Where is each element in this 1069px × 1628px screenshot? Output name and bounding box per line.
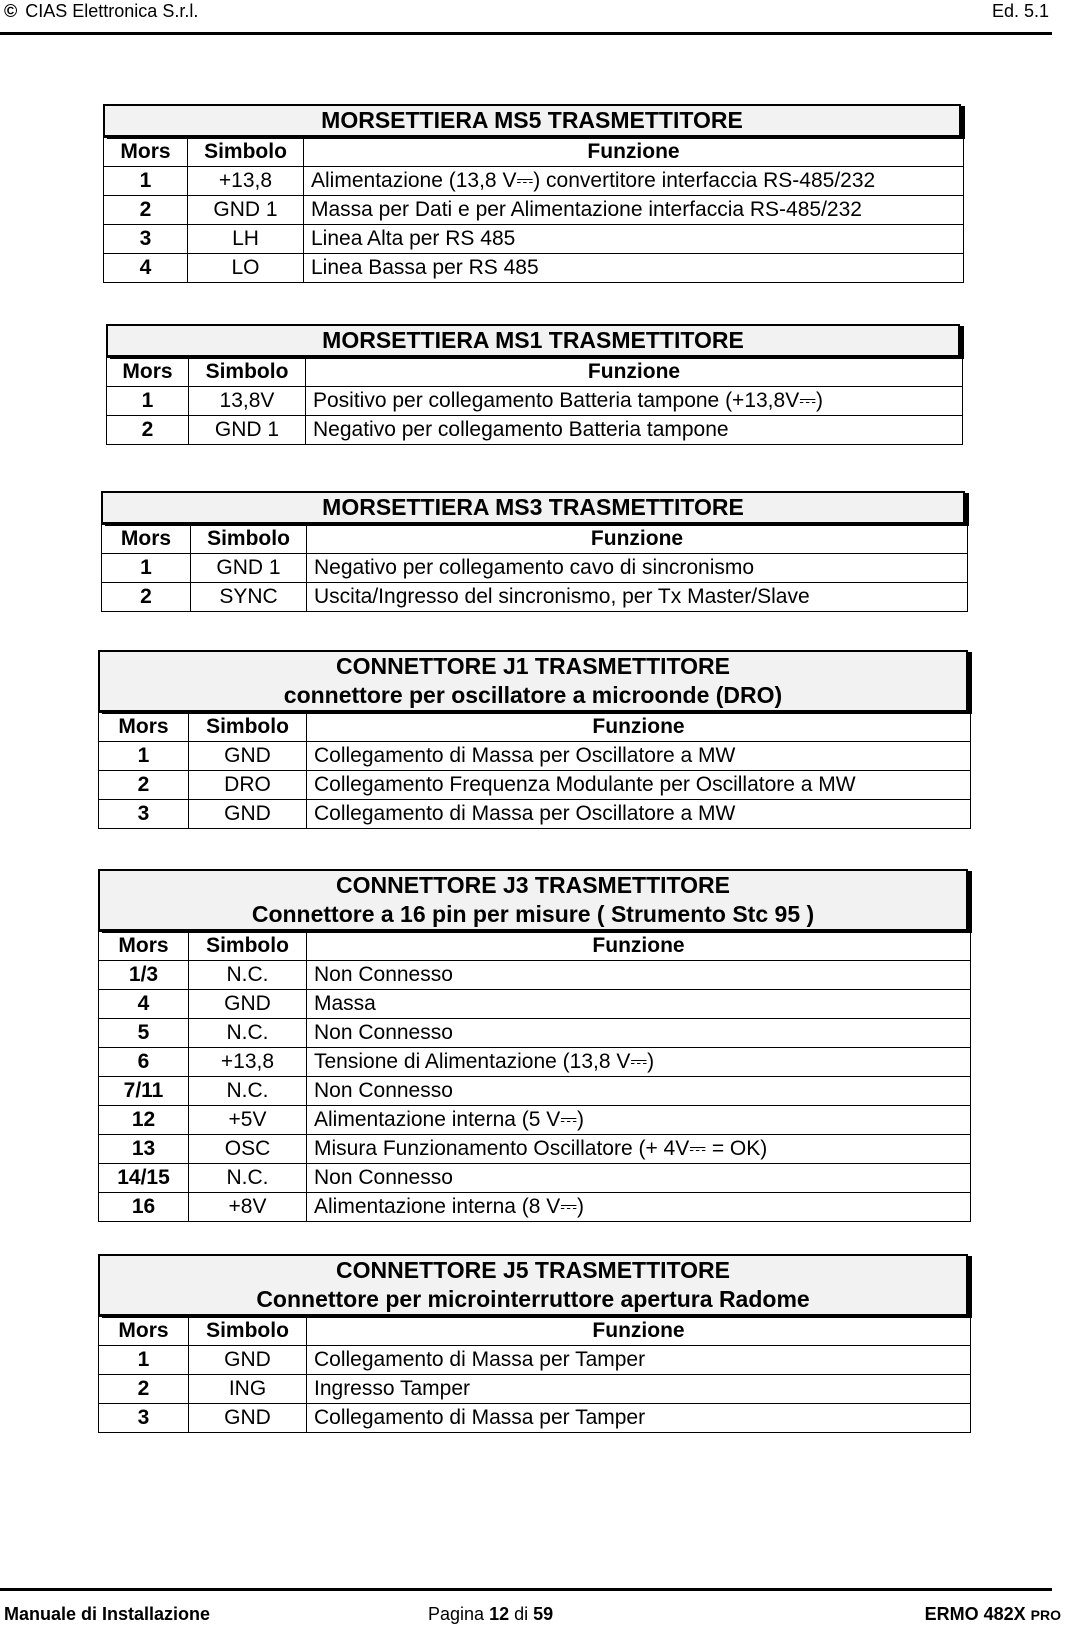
col-funzione: Funzione <box>307 1317 971 1346</box>
pin-symbol: GND <box>189 1346 307 1375</box>
table-row <box>99 961 971 990</box>
pin-function: Positivo per collegamento Batteria tampone (+13,8V⎓) <box>306 387 963 416</box>
table-row <box>107 416 963 445</box>
col-funzione: Funzione <box>307 932 971 961</box>
pin-function: Massa <box>307 990 971 1019</box>
col-funzione: Funzione <box>307 713 971 742</box>
table-row <box>99 1193 971 1222</box>
table-header-row <box>104 138 964 167</box>
header-left <box>4 1 198 22</box>
col-mors: Mors <box>99 713 189 742</box>
pin-function: Misura Funzionamento Oscillatore (+ 4V⎓ = OK) <box>307 1135 971 1164</box>
pin-function: Non Connesso <box>307 961 971 990</box>
page-number: Pagina 12 di 59 <box>428 1604 554 1624</box>
table-row <box>104 225 964 254</box>
table-row <box>99 990 971 1019</box>
pin-function: Collegamento di Massa per Tamper <box>307 1404 971 1433</box>
table-row <box>99 1106 971 1135</box>
table-j5 <box>98 1254 972 1433</box>
table-row <box>99 1077 971 1106</box>
table-row <box>99 771 971 800</box>
col-mors: Mors <box>107 358 189 387</box>
table-header-row <box>102 525 968 554</box>
table-row <box>99 800 971 829</box>
table-row <box>99 1404 971 1433</box>
table-row <box>99 1164 971 1193</box>
pin-function: Negativo per collegamento cavo di sincronismo <box>307 554 968 583</box>
col-funzione: Funzione <box>307 525 968 554</box>
col-simbolo: Simbolo <box>189 713 307 742</box>
pin-symbol: N.C. <box>189 961 307 990</box>
pin-number: 1 <box>107 387 189 416</box>
table-subtitle: Connettore per microinterruttore apertura Radome <box>256 1286 810 1312</box>
pin-number: 1/3 <box>99 961 189 990</box>
pin-table <box>98 712 971 829</box>
page-footer <box>0 1604 1069 1628</box>
pin-table <box>101 524 968 612</box>
manual-title: Manuale di Installazione <box>4 1604 211 1624</box>
edition-label: Ed. 5.1 <box>991 1 1049 21</box>
pin-number: 7/11 <box>99 1077 189 1106</box>
col-simbolo: Simbolo <box>191 525 307 554</box>
pin-number: 2 <box>102 583 191 612</box>
pin-symbol: +13,8 <box>188 167 304 196</box>
col-simbolo: Simbolo <box>189 358 306 387</box>
col-mors: Mors <box>102 525 191 554</box>
table-title: MORSETTIERA MS1 TRASMETTITORE <box>106 324 960 357</box>
pin-symbol: GND 1 <box>191 554 307 583</box>
table-row <box>99 1375 971 1404</box>
copyright-icon: © <box>4 1 18 21</box>
pin-number: 2 <box>104 196 188 225</box>
pin-number: 6 <box>99 1048 189 1077</box>
page-header <box>0 0 1069 36</box>
pin-symbol: N.C. <box>189 1019 307 1048</box>
table-subtitle: connettore per oscillatore a microonde (DRO) <box>283 682 783 708</box>
pin-function: Collegamento Frequenza Modulante per Oscillatore a MW <box>307 771 971 800</box>
col-mors: Mors <box>99 932 189 961</box>
col-simbolo: Simbolo <box>189 932 307 961</box>
header-rule <box>0 32 1052 35</box>
pin-symbol: N.C. <box>189 1077 307 1106</box>
col-funzione: Funzione <box>306 358 963 387</box>
table-row <box>99 1346 971 1375</box>
pin-number: 14/15 <box>99 1164 189 1193</box>
pin-number: 12 <box>99 1106 189 1135</box>
pin-number: 1 <box>102 554 191 583</box>
product-name: ERMO 482X PRO <box>924 1604 1061 1624</box>
table-ms1 <box>106 324 964 445</box>
table-row <box>107 387 963 416</box>
pin-function: Collegamento di Massa per Tamper <box>307 1346 971 1375</box>
pin-symbol: DRO <box>189 771 307 800</box>
pin-symbol: SYNC <box>191 583 307 612</box>
pin-symbol: LO <box>188 254 304 283</box>
table-row <box>104 196 964 225</box>
pin-table <box>106 357 963 445</box>
pin-function: Alimentazione interna (5 V⎓) <box>307 1106 971 1135</box>
pin-function: Non Connesso <box>307 1164 971 1193</box>
pin-number: 1 <box>99 1346 189 1375</box>
pin-function: Collegamento di Massa per Oscillatore a MW <box>307 742 971 771</box>
pin-symbol: GND <box>189 742 307 771</box>
table-j3 <box>98 869 972 1222</box>
pin-table <box>103 137 964 283</box>
pin-function: Ingresso Tamper <box>307 1375 971 1404</box>
pin-function: Non Connesso <box>307 1077 971 1106</box>
company-name: CIAS Elettronica S.r.l. <box>25 1 199 21</box>
pin-number: 3 <box>99 800 189 829</box>
pin-number: 3 <box>104 225 188 254</box>
table-title: MORSETTIERA MS3 TRASMETTITORE <box>101 491 965 524</box>
pin-symbol: +8V <box>189 1193 307 1222</box>
table-row <box>104 254 964 283</box>
pin-symbol: GND 1 <box>189 416 306 445</box>
pin-number: 4 <box>104 254 188 283</box>
table-row <box>99 1048 971 1077</box>
pin-symbol: GND <box>189 1404 307 1433</box>
pin-function: Linea Bassa per RS 485 <box>304 254 964 283</box>
pin-number: 2 <box>107 416 189 445</box>
table-row <box>99 742 971 771</box>
col-simbolo: Simbolo <box>189 1317 307 1346</box>
pin-number: 5 <box>99 1019 189 1048</box>
table-header-row <box>99 713 971 742</box>
col-funzione: Funzione <box>304 138 964 167</box>
pin-function: Collegamento di Massa per Oscillatore a MW <box>307 800 971 829</box>
table-row <box>99 1135 971 1164</box>
pin-function: Linea Alta per RS 485 <box>304 225 964 254</box>
pin-function: Alimentazione interna (8 V⎓) <box>307 1193 971 1222</box>
table-title: CONNETTORE J1 TRASMETTITORE connettore per oscillatore a microonde (DRO) <box>98 650 968 712</box>
table-subtitle: Connettore a 16 pin per misure ( Strumento Stc 95 ) <box>251 901 815 927</box>
pin-symbol: ING <box>189 1375 307 1404</box>
pin-symbol: GND <box>189 800 307 829</box>
footer-rule <box>0 1588 1052 1591</box>
table-j1 <box>98 650 972 829</box>
pin-table <box>98 931 971 1222</box>
pin-function: Tensione di Alimentazione (13,8 V⎓) <box>307 1048 971 1077</box>
col-mors: Mors <box>99 1317 189 1346</box>
pin-number: 13 <box>99 1135 189 1164</box>
pin-number: 1 <box>99 742 189 771</box>
pin-number: 3 <box>99 1404 189 1433</box>
pin-symbol: +13,8 <box>189 1048 307 1077</box>
pin-function: Alimentazione (13,8 V⎓) convertitore interfaccia RS-485/232 <box>304 167 964 196</box>
pin-symbol: GND 1 <box>188 196 304 225</box>
pin-function: Negativo per collegamento Batteria tampone <box>306 416 963 445</box>
table-header-row <box>107 358 963 387</box>
pin-number: 1 <box>104 167 188 196</box>
col-simbolo: Simbolo <box>188 138 304 167</box>
table-title: MORSETTIERA MS5 TRASMETTITORE <box>103 104 961 137</box>
pin-function: Massa per Dati e per Alimentazione interfaccia RS-485/232 <box>304 196 964 225</box>
pin-function: Non Connesso <box>307 1019 971 1048</box>
pin-number: 2 <box>99 1375 189 1404</box>
table-title: CONNETTORE J3 TRASMETTITORE Connettore a 16 pin per misure ( Strumento Stc 95 ) <box>98 869 968 931</box>
table-row <box>102 554 968 583</box>
pin-symbol: N.C. <box>189 1164 307 1193</box>
pin-number: 16 <box>99 1193 189 1222</box>
pin-symbol: GND <box>189 990 307 1019</box>
table-row <box>102 583 968 612</box>
table-header-row <box>99 932 971 961</box>
pin-symbol: 13,8V <box>189 387 306 416</box>
pin-function: Uscita/Ingresso del sincronismo, per Tx Master/Slave <box>307 583 968 612</box>
col-mors: Mors <box>104 138 188 167</box>
pin-symbol: OSC <box>189 1135 307 1164</box>
pin-symbol: +5V <box>189 1106 307 1135</box>
pin-number: 4 <box>99 990 189 1019</box>
table-header-row <box>99 1317 971 1346</box>
table-ms5 <box>103 104 965 283</box>
table-row <box>99 1019 971 1048</box>
table-title: CONNETTORE J5 TRASMETTITORE Connettore per microinterruttore apertura Radome <box>98 1254 968 1316</box>
table-row <box>104 167 964 196</box>
pin-table <box>98 1316 971 1433</box>
pin-number: 2 <box>99 771 189 800</box>
pin-symbol: LH <box>188 225 304 254</box>
table-ms3 <box>101 491 969 612</box>
